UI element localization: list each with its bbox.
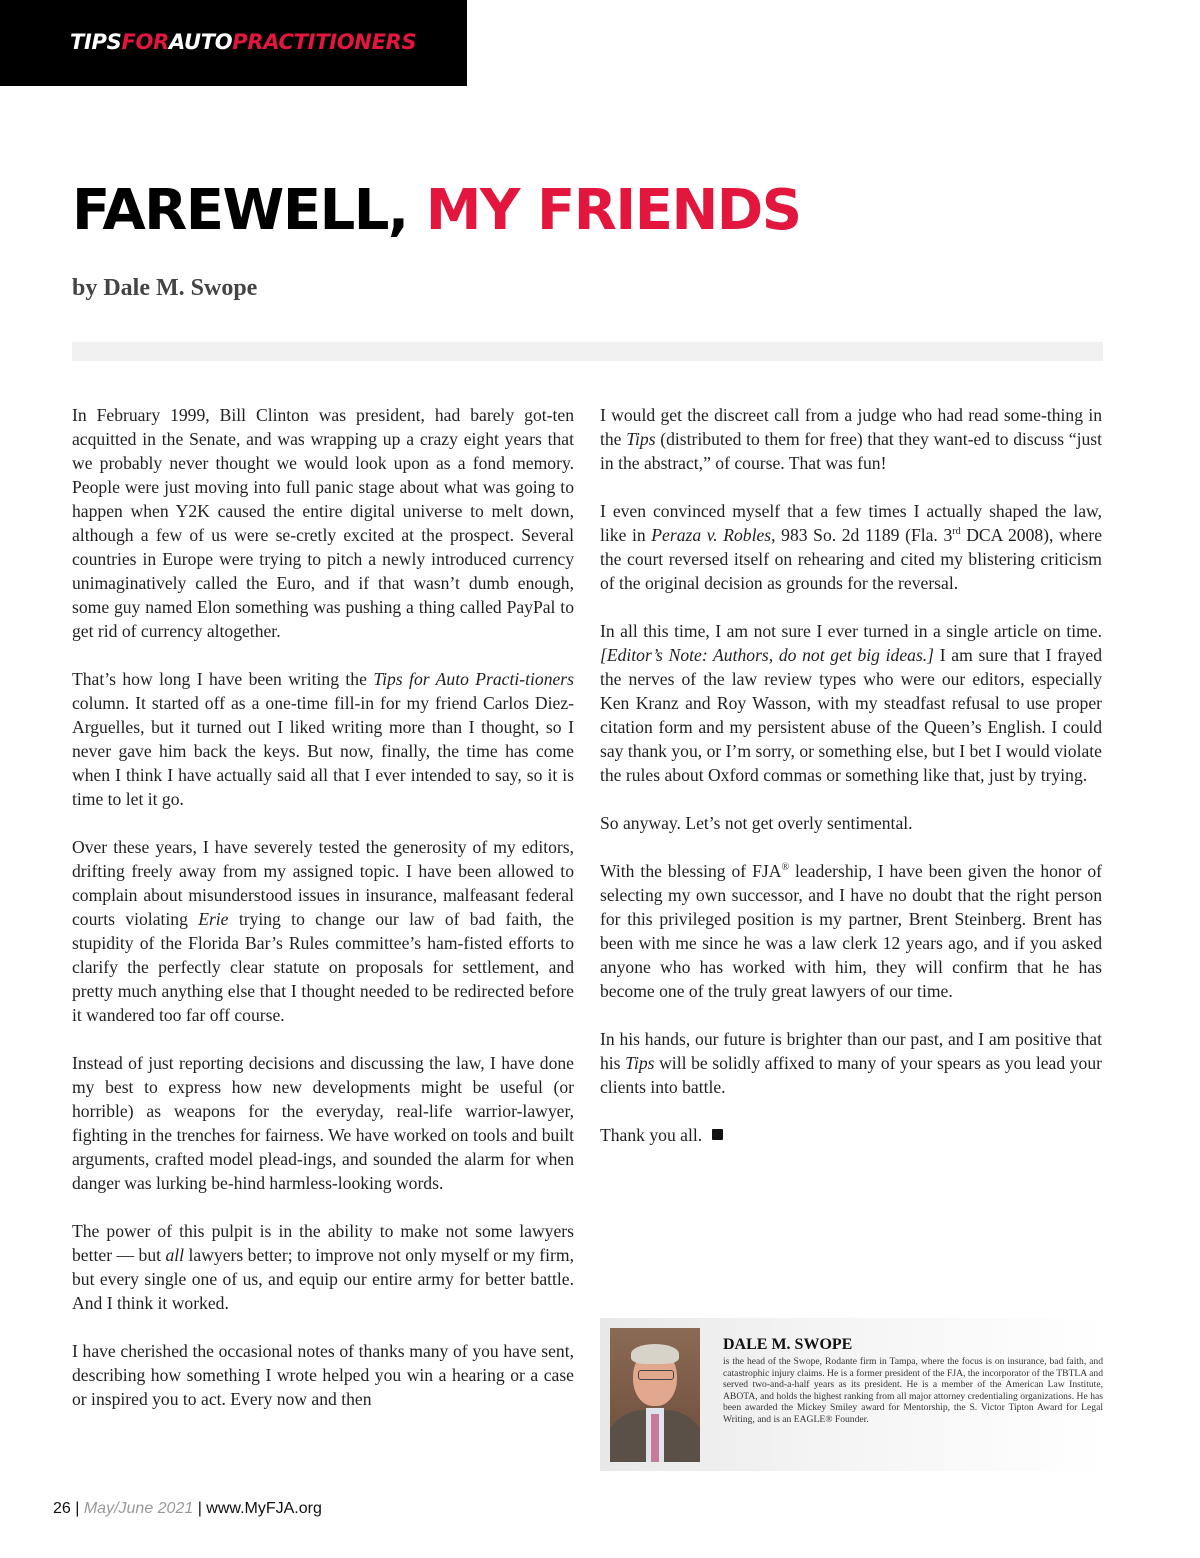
text-run: The power of this pulpit is in the ability to make not some lawyers better — but (72, 1221, 574, 1265)
paragraph (600, 403, 1102, 475)
banner-word-auto: AUTO (168, 30, 233, 54)
paragraph (600, 859, 1102, 1003)
closing-line: Thank you all. (600, 1125, 703, 1145)
article-title-main: FAREWELL, (72, 178, 426, 243)
paragraph (600, 619, 1102, 787)
text-run: lawyers better; to improve not only myself or my firm, but every single one of us, and equip our entire army for better battle. And I think it worked. (72, 1245, 574, 1313)
article-byline: by Dale M. Swope (72, 275, 258, 301)
end-of-article-icon (712, 1129, 723, 1140)
author-bio-name: DALE M. SWOPE (723, 1336, 853, 1353)
section-banner-title (70, 30, 416, 54)
text-run: I am sure that I frayed the nerves of the law review types who were our editors, especially Ken Kranz and Roy Wasson, with my steadfast refusal to use proper citation form and my persistent abuse of the Queen’s English. I could say thank you, or I’m sorry, or something else, but I bet I would violate the rules about Oxford commas or something like that, just by trying. (600, 645, 1102, 785)
registered-mark: ® (781, 862, 790, 874)
superscript: rd (952, 526, 961, 538)
issue-date: May/June 2021 (83, 1500, 194, 1517)
text-run: In all this time, I am not sure I ever turned in a single article on time. (600, 621, 1102, 641)
italic-text: Tips for Auto Practi-tioners (373, 669, 574, 689)
paragraph: In February 1999, Bill Clinton was president, had barely got-ten acquitted in the Senate, and was wrapping up a crazy eight years that we probably never thought we would look upon as a fond memory. People were just moving into full panic stage about what was going to happen when Y2K caused the entire digital universe to melt down, although a few of us were se-cretly excited at the prospect. Several countries in Europe were trying to pitch a newly introduced currency unimaginatively called the Euro, and if that wasn’t dumb enough, some guy named Elon something was pushing a thing called PayPal to get rid of currency altogether. (72, 405, 574, 641)
paragraph (600, 499, 1102, 595)
page-footer (53, 1500, 322, 1518)
italic-text: Tips (625, 1053, 655, 1073)
text-run: leadership, I have been given the honor of selecting my own successor, and I have no doubt that the right person for this privileged position is my partner, Brent Steinberg. Brent has been with me since he was a law clerk 12 years ago, and if you asked anyone who has worked with him, they will confirm that he has become one of the truly great lawyers of our time. (600, 861, 1102, 1001)
article-title (72, 178, 801, 243)
italic-text: Tips (626, 429, 656, 449)
paragraph (72, 835, 574, 1027)
text-run: I even convinced myself that a few times I actually shaped the law, like in (600, 501, 1102, 545)
title-divider (72, 342, 1103, 361)
paragraph: I have cherished the occasional notes of thanks many of you have sent, describing how something I wrote helped you win a hearing or a case or inspired you to act. Every now and then (72, 1341, 574, 1409)
italic-text: Peraza v. Robles (651, 525, 772, 545)
italic-text: Erie (198, 909, 229, 929)
article-column-left (72, 403, 574, 1435)
section-banner (0, 0, 467, 86)
website-link[interactable]: www.MyFJA.org (206, 1500, 322, 1517)
photo-tie (651, 1414, 659, 1462)
author-photo (610, 1328, 700, 1462)
italic-text: [Editor’s Note: Authors, do not get big ideas.] (600, 645, 935, 665)
article-column-right (600, 403, 1102, 1171)
footer-separator: | (193, 1500, 207, 1517)
photo-glasses (638, 1370, 674, 1380)
paragraph (600, 1123, 1102, 1147)
banner-word-practitioners: PRACTITIONERS (232, 30, 417, 54)
text-run: , 983 So. 2d 1189 (Fla. 3 (771, 525, 953, 545)
text-run: DCA 2008), where the court reversed itself on rehearing and cited my blistering criticism of the original decision as grounds for the reversal. (600, 525, 1103, 593)
banner-word-for: FOR (121, 30, 169, 54)
paragraph (72, 667, 574, 811)
text-run: will be solidly affixed to many of your spears as you lead your clients into battle. (600, 1053, 1102, 1097)
text-run: (distributed to them for free) that they want-ed to discuss “just in the abstract,” of course. That was fun! (600, 429, 1102, 473)
text-run: That’s how long I have been writing the (72, 669, 374, 689)
paragraph: Instead of just reporting decisions and discussing the law, I have done my best to express how new developments might be useful (or horrible) as weapons for the everyday, real-life warrior-lawyer, fighting in the trenches for fairness. We have worked on tools and built arguments, crafted model plead-ings, and sounded the alarm for when danger was lurking be-hind harmless-looking words. (72, 1053, 574, 1193)
paragraph (72, 1219, 574, 1315)
text-run: With the blessing of FJA (600, 861, 782, 881)
italic-text: all (165, 1245, 185, 1265)
paragraph (600, 1027, 1102, 1099)
article-title-accent: MY FRIENDS (425, 178, 801, 243)
banner-word-tips: TIPS (70, 30, 122, 54)
text-run: I would get the discreet call from a judge who had read some-thing in the (600, 405, 1102, 449)
page-number: 26 (53, 1500, 71, 1517)
text-run: column. It started off as a one-time fill-in for my friend Carlos Diez-Arguelles, but it turned out I liked writing more than I thought, so I never gave him back the keys. But now, finally, the time has come when I think I have actually said all that I ever intended to say, so it is time to let it go. (72, 693, 574, 809)
text-run: Over these years, I have severely tested the generosity of my editors, drifting freely away from my assigned topic. I have been allowed to complain about misunderstood issues in insurance, malfeasant federal courts violating (72, 837, 574, 929)
text-run: In his hands, our future is brighter than our past, and I am positive that his (600, 1029, 1102, 1073)
footer-separator: | (70, 1500, 84, 1517)
photo-hair (631, 1344, 679, 1364)
text-run: trying to change our law of bad faith, the stupidity of the Florida Bar’s Rules committee’s ham-fisted efforts to clarify the perfectly clear statute on proposals for settlement, and pretty much anything else that I thought needed to be redirected before it wandered too far off course. (72, 909, 574, 1025)
author-bio-text: is the head of the Swope, Rodante firm in Tampa, where the focus is on insurance, bad faith, and catastrophic injury claims. He is a former president of the FJA, the incorporator of the TBTLA and served two-and-a-half years as its president. He is a member of the American Law Institute, ABOTA, and holds the highest ranking from all major attorney credentialing organizations. He has been awarded the Mickey Smiley award for Mentorship, the S. Victor Tipton Award for Legal Writing, and is an EAGLE® Founder. (723, 1356, 1103, 1425)
paragraph: So anyway. Let’s not get overly sentimental. (600, 813, 913, 833)
